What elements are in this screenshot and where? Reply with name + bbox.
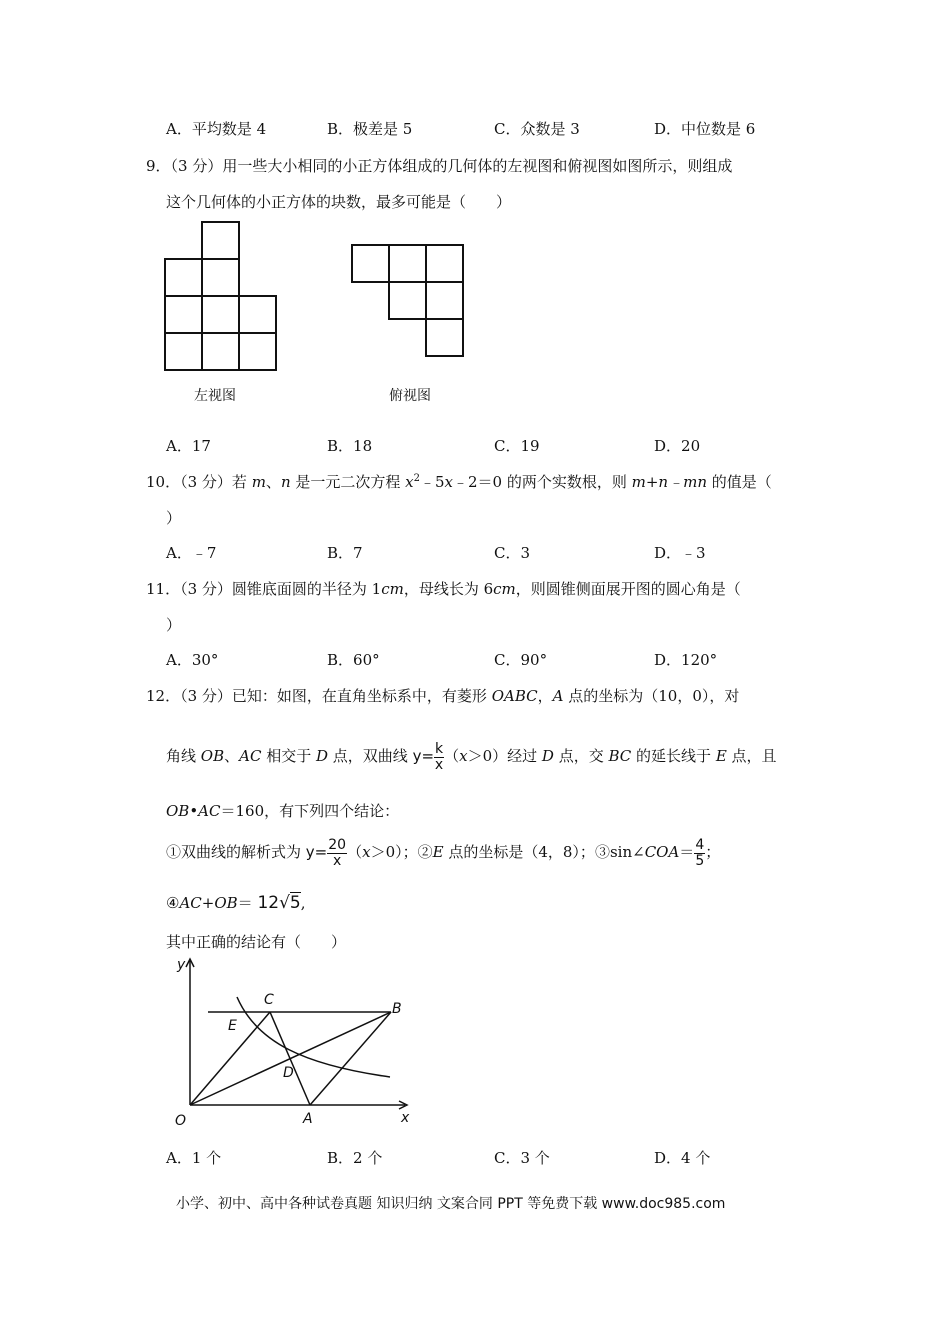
q12-stem-line2: 角线 OB、AC 相交于 D 点，双曲线 y= $\frac{k}{x}$ （x＞0）经过 D 点，交 BC 的延长线于 E 点，且 bbox=[166, 740, 777, 773]
q12-option-a: A．1 个 bbox=[166, 1149, 222, 1167]
sqrt-symbol: √ bbox=[279, 893, 290, 913]
point-o-label: O bbox=[175, 1113, 187, 1129]
rhombus-diagram bbox=[165, 955, 425, 1130]
q12-stem-line3: OB•AC＝160，有下列四个结论： bbox=[166, 802, 400, 820]
q11-option-c: C．90° bbox=[494, 651, 548, 669]
k-over-x-fraction: $\frac{k}{x}$ bbox=[434, 740, 444, 773]
q12-option-c: C．3 个 bbox=[494, 1149, 550, 1167]
q12-ask: 其中正确的结论有（ ） bbox=[166, 933, 347, 951]
q10-option-b: B．7 bbox=[327, 544, 363, 562]
q10-stem-line2: ） bbox=[166, 509, 182, 527]
q11-option-b: B．60° bbox=[327, 651, 380, 669]
q11-option-d: D．120° bbox=[654, 651, 718, 669]
q11-stem-line2: ） bbox=[166, 616, 182, 634]
page-footer: 小学、初中、高中各种试卷真题 知识归纳 文案合同 PPT 等免费下载 www.doc985.com bbox=[176, 1196, 726, 1212]
y-axis-label: y bbox=[177, 957, 186, 973]
q10-stem-line1: 10．（3 分）若 m、n 是一元二次方程 $x^2﹣5x﹣2=0$ 的两个实数根，则 m+n﹣mn 的值是（ bbox=[146, 473, 772, 491]
q10-option-c: C．3 bbox=[494, 544, 531, 562]
left-view-caption: 左视图 bbox=[194, 388, 236, 404]
top-view-figure bbox=[346, 238, 471, 363]
q10-option-a: A．﹣7 bbox=[166, 544, 217, 562]
point-a-label: A bbox=[303, 1111, 313, 1127]
four-fifths-fraction: $\frac{4}{5}$ bbox=[695, 836, 705, 869]
q8-option-d: D．中位数是 6 bbox=[654, 120, 756, 138]
q12-stem-line1: 12．（3 分）已知：如图，在直角坐标系中，有菱形 OABC，A 点的坐标为（10，0），对 bbox=[146, 687, 740, 705]
q9-option-c: C．19 bbox=[494, 437, 540, 455]
q12-conclusion-4: ④AC+OB＝ 12√5, bbox=[166, 893, 306, 913]
q12-option-d: D．4 个 bbox=[654, 1149, 711, 1167]
q9-option-d: D．20 bbox=[654, 437, 701, 455]
q10-option-d: D．﹣3 bbox=[654, 544, 706, 562]
q9-option-b: B．18 bbox=[327, 437, 373, 455]
x-axis-label: x bbox=[401, 1110, 410, 1126]
top-view-caption: 俯视图 bbox=[389, 388, 431, 404]
q8-option-a: A．平均数是 4 bbox=[166, 120, 267, 138]
q9-stem-line2: 这个几何体的小正方体的块数，最多可能是（ ） bbox=[166, 193, 512, 211]
q12-conclusions-1-3: ①双曲线的解析式为 y= $\frac{20}{x}$ （x＞0）；②E 点的坐标是（4，8）；③sin∠COA＝ $\frac{4}{5}$ ； bbox=[166, 836, 721, 869]
q11-stem-line1: 11．（3 分）圆锥底面圆的半径为 1cm，母线长为 6cm，则圆锥侧面展开图的圆心角是（ bbox=[146, 580, 741, 598]
q9-option-a: A．17 bbox=[166, 437, 211, 455]
q8-option-c: C．众数是 3 bbox=[494, 120, 580, 138]
point-b-label: B bbox=[392, 1001, 402, 1017]
point-d-label: D bbox=[283, 1065, 294, 1081]
twenty-over-x-fraction: $\frac{20}{x}$ bbox=[328, 836, 347, 869]
q12-option-b: B．2 个 bbox=[327, 1149, 383, 1167]
q8-option-b: B．极差是 5 bbox=[327, 120, 413, 138]
point-c-label: C bbox=[264, 992, 274, 1008]
point-e-label: E bbox=[228, 1018, 237, 1034]
q11-option-a: A．30° bbox=[166, 651, 219, 669]
q9-stem-line1: 9．（3 分）用一些大小相同的小正方体组成的几何体的左视图和俯视图如图所示，则组成 bbox=[146, 157, 733, 175]
left-view-figure bbox=[160, 215, 290, 375]
